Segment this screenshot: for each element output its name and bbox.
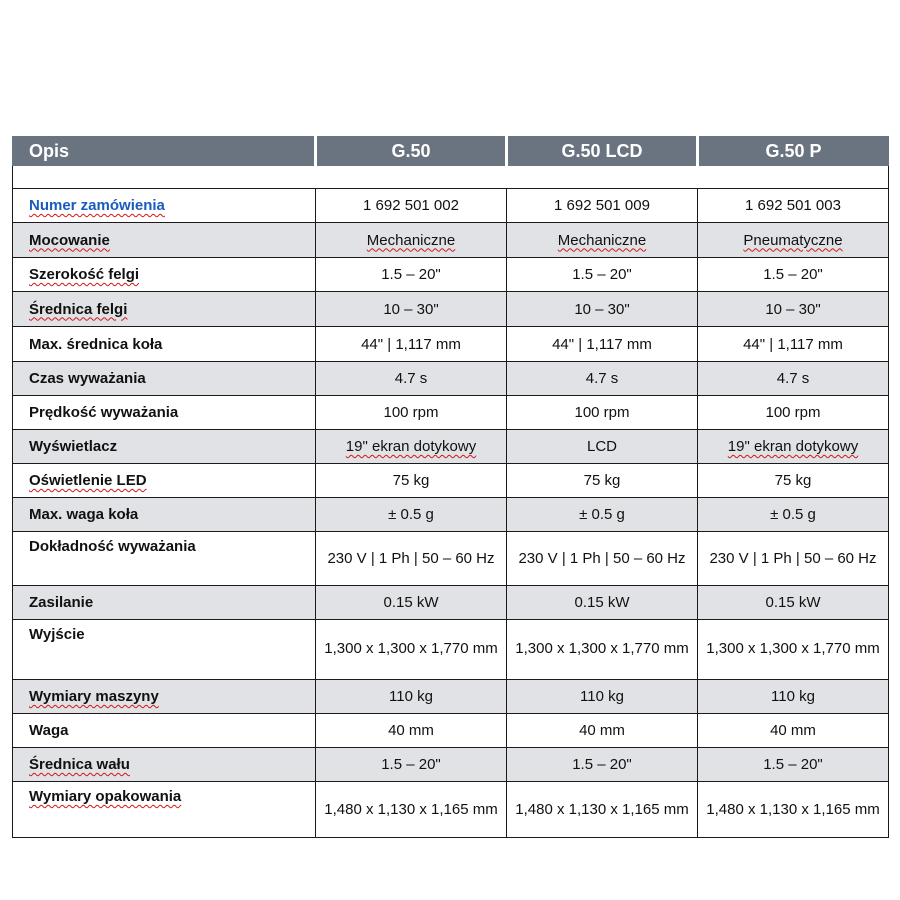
header-g50-lcd: G.50 LCD (507, 137, 698, 166)
cell-g50: 1,480 x 1,130 x 1,165 mm (316, 782, 507, 838)
row-label: Średnica felgi (29, 300, 128, 318)
table-row (13, 362, 889, 396)
table-row (13, 258, 889, 292)
cell-g50-lcd: 10 – 30" (507, 292, 698, 327)
row-label: Szerokość felgi (29, 266, 140, 283)
cell-g50-p: Pneumatyczne (743, 231, 843, 249)
table-row (13, 498, 889, 532)
header-g50: G.50 (316, 137, 507, 166)
cell-g50-p: 4.7 s (698, 362, 889, 396)
table-row (13, 327, 889, 362)
spacer-row (13, 166, 889, 189)
cell-g50-p: 1.5 – 20" (698, 748, 889, 782)
cell-g50-lcd: 44" | 1,117 mm (507, 327, 698, 362)
cell-g50: 75 kg (316, 464, 507, 498)
cell-g50: 1.5 – 20" (316, 748, 507, 782)
table-row (13, 748, 889, 782)
cell-g50-p: 44" | 1,117 mm (698, 327, 889, 362)
row-label: Oświetlenie LED (29, 472, 147, 489)
cell-g50-lcd: 230 V | 1 Ph | 50 – 60 Hz (507, 532, 698, 586)
spec-table (12, 136, 889, 838)
cell-g50: 40 mm (316, 714, 507, 748)
cell-g50-p: 19" ekran dotykowy (727, 438, 859, 455)
row-label: Zasilanie (13, 586, 316, 620)
table-row (13, 396, 889, 430)
header-g50-p: G.50 P (698, 137, 889, 166)
cell-g50: 1.5 – 20" (316, 258, 507, 292)
cell-g50-p: 0.15 kW (698, 586, 889, 620)
cell-g50-lcd: 110 kg (507, 680, 698, 714)
cell-g50: 44" | 1,117 mm (316, 327, 507, 362)
cell-g50-lcd: ± 0.5 g (507, 498, 698, 532)
row-label: Prędkość wyważania (13, 396, 316, 430)
cell-g50-lcd: 100 rpm (507, 396, 698, 430)
row-label: Średnica wału (29, 756, 130, 773)
header-row (13, 137, 889, 166)
cell-g50: 10 – 30" (316, 292, 507, 327)
table-row (13, 782, 889, 838)
table-row (13, 586, 889, 620)
row-label: Mocowanie (29, 231, 110, 249)
cell-g50: ± 0.5 g (316, 498, 507, 532)
cell-g50-lcd: 40 mm (507, 714, 698, 748)
cell-g50: 1,300 x 1,300 x 1,770 mm (316, 620, 507, 680)
row-label: Wyjście (13, 620, 316, 680)
table-row (13, 714, 889, 748)
table-row (13, 680, 889, 714)
cell-g50-p: 1.5 – 20" (698, 258, 889, 292)
cell-g50-lcd: 1 692 501 009 (507, 189, 698, 223)
cell-g50-lcd: 1.5 – 20" (507, 748, 698, 782)
cell-g50-lcd: 4.7 s (507, 362, 698, 396)
table-row (13, 189, 889, 223)
cell-g50-p: 110 kg (698, 680, 889, 714)
cell-g50-p: 100 rpm (698, 396, 889, 430)
table-row (13, 532, 889, 586)
cell-g50-lcd: Mechaniczne (557, 231, 647, 249)
cell-g50-p: 75 kg (698, 464, 889, 498)
row-label: Czas wyważania (13, 362, 316, 396)
cell-g50: 4.7 s (316, 362, 507, 396)
cell-g50-lcd: 75 kg (507, 464, 698, 498)
cell-g50: Mechaniczne (366, 231, 456, 249)
cell-g50-lcd: 0.15 kW (507, 586, 698, 620)
cell-g50-lcd: 1,480 x 1,130 x 1,165 mm (507, 782, 698, 838)
cell-g50: 0.15 kW (316, 586, 507, 620)
row-label: Numer zamówienia (29, 197, 165, 214)
cell-g50: 19" ekran dotykowy (345, 438, 477, 455)
header-opis: Opis (13, 137, 316, 166)
cell-g50: 100 rpm (316, 396, 507, 430)
cell-g50: 1 692 501 002 (316, 189, 507, 223)
row-label: Max. waga koła (13, 498, 316, 532)
cell-g50-p: 1 692 501 003 (698, 189, 889, 223)
table-row (13, 464, 889, 498)
cell-g50-p: 10 – 30" (698, 292, 889, 327)
cell-g50: 230 V | 1 Ph | 50 – 60 Hz (316, 532, 507, 586)
table-row (13, 292, 889, 327)
table-row (13, 223, 889, 258)
cell-g50-p: 1,480 x 1,130 x 1,165 mm (698, 782, 889, 838)
row-label: Dokładność wyważania (13, 532, 316, 586)
row-label: Wyświetlacz (13, 430, 316, 464)
row-label: Max. średnica koła (13, 327, 316, 362)
cell-g50-lcd: LCD (507, 430, 698, 464)
cell-g50-lcd: 1.5 – 20" (507, 258, 698, 292)
row-label: Wymiary maszyny (29, 688, 159, 705)
cell-g50: 110 kg (316, 680, 507, 714)
table-row (13, 620, 889, 680)
row-label: Waga (13, 714, 316, 748)
row-label: Wymiary opakowania (29, 788, 182, 805)
cell-g50-p: 40 mm (698, 714, 889, 748)
cell-g50-p: ± 0.5 g (698, 498, 889, 532)
table-row (13, 430, 889, 464)
cell-g50-p: 1,300 x 1,300 x 1,770 mm (698, 620, 889, 680)
cell-g50-p: 230 V | 1 Ph | 50 – 60 Hz (698, 532, 889, 586)
cell-g50-lcd: 1,300 x 1,300 x 1,770 mm (507, 620, 698, 680)
